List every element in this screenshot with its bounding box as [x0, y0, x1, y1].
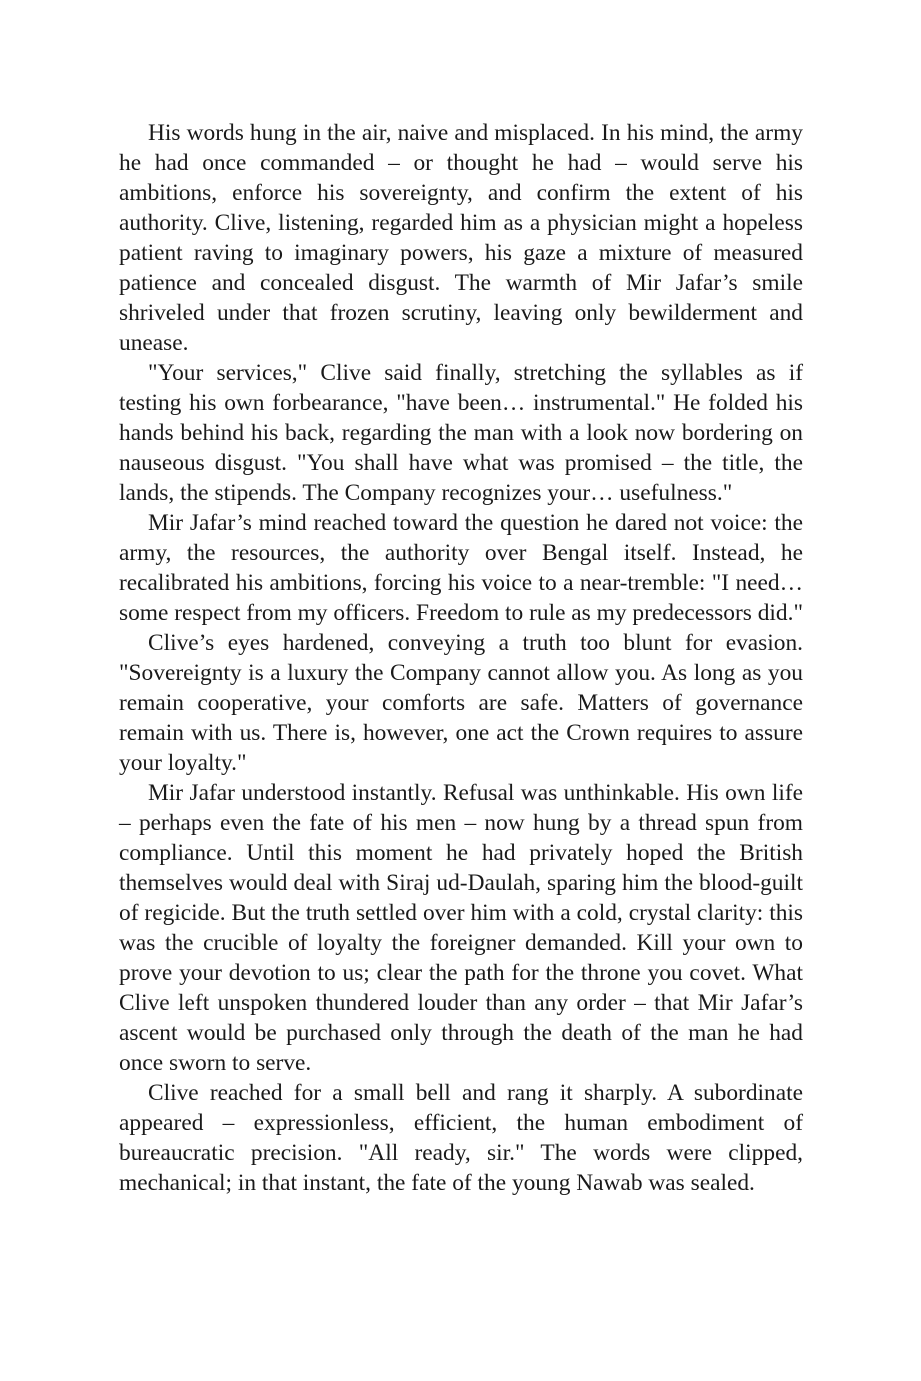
- book-page-text: [119, 118, 803, 1198]
- paragraph-6: Clive reached for a small bell and rang it sharply. A subordinate appeared – expressionless, efficient, the human embodiment of bureaucratic precision. "All ready, sir." The words were clipped, mechanical; in that instant, the fate of the young Nawab was sealed.: [119, 1080, 803, 1196]
- paragraph-4: Clive’s eyes hardened, conveying a truth too blunt for evasion. "Sovereignty is a luxury the Company cannot allow you. As long as you remain cooperative, your comforts are safe. Matters of governance remain with us. There is, however, one act the Crown requires to assure your loyalty.": [119, 630, 803, 776]
- paragraph-3: Mir Jafar’s mind reached toward the question he dared not voice: the army, the resources, the authority over Bengal itself. Instead, he recalibrated his ambitions, forcing his voice to a near-tremble: "I need… some respect from my officers. Freedom to rule as my predecessors did.": [119, 510, 804, 626]
- paragraph-2: "Your services," Clive said finally, stretching the syllables as if testing his own forbearance, "have been… instrumental." He folded his hands behind his back, regarding the man with a look now bordering on nauseous disgust. "You shall have what was promised – the title, the lands, the stipends. The Company recognizes your… usefulness.": [119, 360, 803, 506]
- paragraph-1: His words hung in the air, naive and misplaced. In his mind, the army he had once commanded – or thought he had – would serve his ambitions, enforce his sovereignty, and confirm the extent of his authority. Clive, listening, regarded him as a physician might a hopeless patient raving to imaginary powers, his gaze a mixture of measured patience and concealed disgust. The warmth of Mir Jafar’s smile shriveled under that frozen scrutiny, leaving only bewilderment and unease.: [119, 120, 803, 356]
- paragraph-5: Mir Jafar understood instantly. Refusal was unthinkable. His own life – perhaps even the fate of his men – now hung by a thread spun from compliance. Until this moment he had privately hoped the British themselves would deal with Siraj ud-Daulah, sparing him the blood-guilt of regicide. But the truth settled over him with a cold, crystal clarity: this was the crucible of loyalty the foreigner demanded. Kill your own to prove your devotion to us; clear the path for the throne you covet. What Clive left unspoken thundered louder than any order – that Mir Jafar’s ascent would be purchased only through the death of the man he had once sworn to serve.: [119, 780, 803, 1076]
